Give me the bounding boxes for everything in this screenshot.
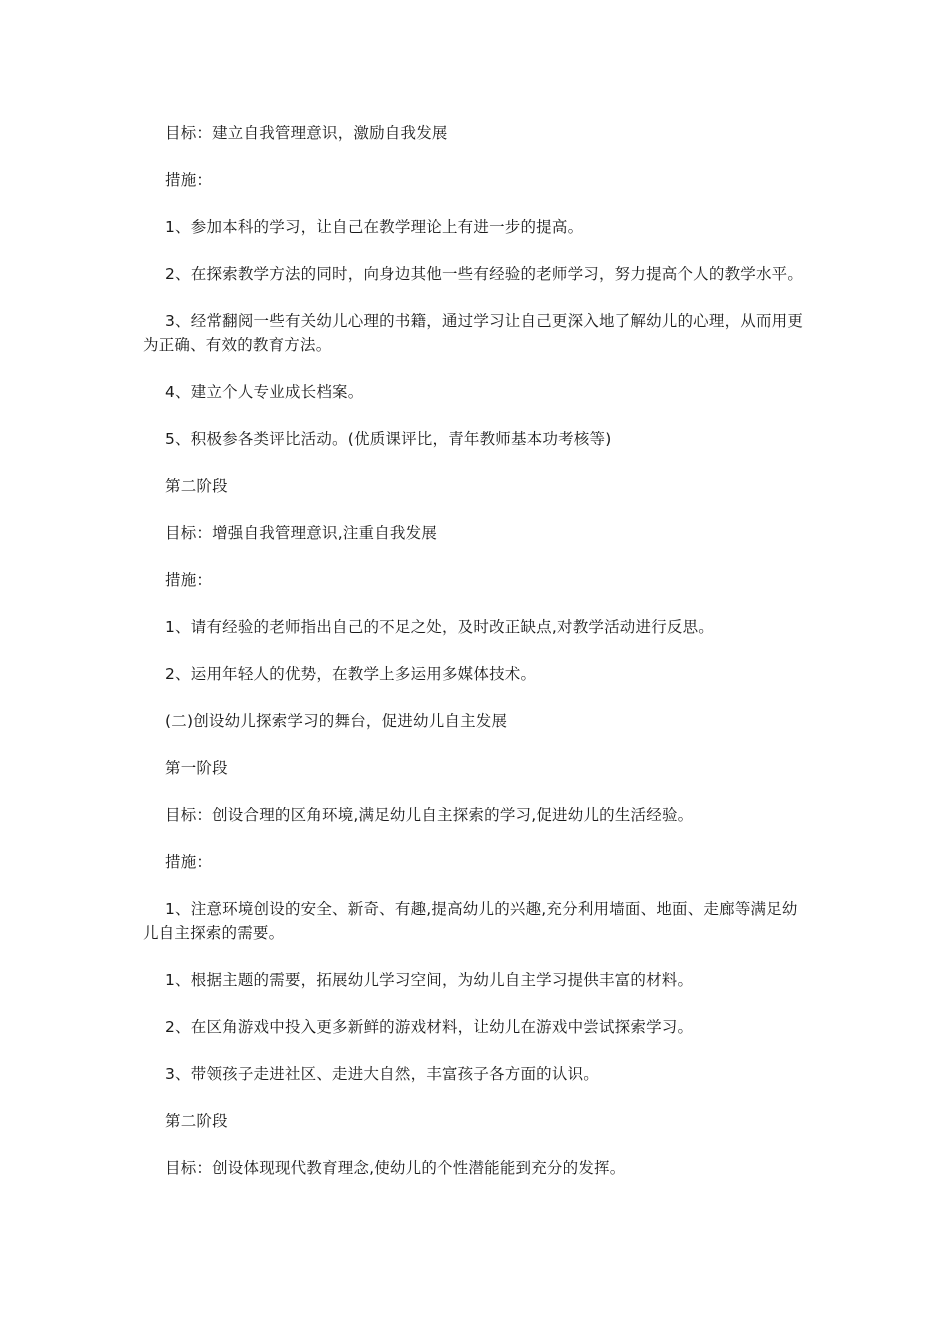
goal-paragraph: 目标：增强自我管理意识,注重自我发展: [165, 524, 438, 542]
stage-heading: 第一阶段: [165, 759, 228, 777]
measure-item: 1、注意环境创设的安全、新奇、有趣,提高幼儿的兴趣,充分利用墙面、地面、走廊等满足幼儿自主探索的需要。: [143, 900, 798, 942]
measure-item: 3、经常翻阅一些有关幼儿心理的书籍，通过学习让自己更深入地了解幼儿的心理，从而用更为正确、有效的教育方法。: [143, 312, 804, 354]
measure-item: 2、在探索教学方法的同时，向身边其他一些有经验的老师学习，努力提高个人的教学水平。: [165, 265, 804, 283]
stage-heading: 第二阶段: [165, 1112, 228, 1130]
section-heading: (二)创设幼儿探索学习的舞台，促进幼儿自主发展: [165, 712, 508, 730]
stage-heading: 第二阶段: [165, 477, 228, 495]
measures-heading: 措施：: [165, 571, 213, 589]
measures-heading: 措施：: [165, 171, 213, 189]
measure-item: 4、建立个人专业成长档案。: [165, 383, 364, 401]
measure-item: 1、请有经验的老师指出自己的不足之处，及时改正缺点,对教学活动进行反思。: [165, 618, 714, 636]
measure-item: 2、在区角游戏中投入更多新鲜的游戏材料，让幼儿在游戏中尝试探索学习。: [165, 1018, 694, 1036]
goal-paragraph: 目标：创设合理的区角环境,满足幼儿自主探索的学习,促进幼儿的生活经验。: [165, 806, 694, 824]
document-page: [143, 121, 813, 1203]
measure-item: 3、带领孩子走进社区、走进大自然，丰富孩子各方面的认识。: [165, 1065, 599, 1083]
goal-paragraph: 目标：创设体现现代教育理念,使幼儿的个性潜能能到充分的发挥。: [165, 1159, 626, 1177]
measure-item: 5、积极参各类评比活动。(优质课评比，青年教师基本功考核等): [165, 430, 612, 448]
measures-heading: 措施：: [165, 853, 213, 871]
measure-item: 1、根据主题的需要，拓展幼儿学习空间，为幼儿自主学习提供丰富的材料。: [165, 971, 694, 989]
measure-item: 2、运用年轻人的优势，在教学上多运用多媒体技术。: [165, 665, 537, 683]
goal-paragraph: 目标：建立自我管理意识，激励自我发展: [165, 124, 448, 142]
measure-item: 1、参加本科的学习，让自己在教学理论上有进一步的提高。: [165, 218, 584, 236]
